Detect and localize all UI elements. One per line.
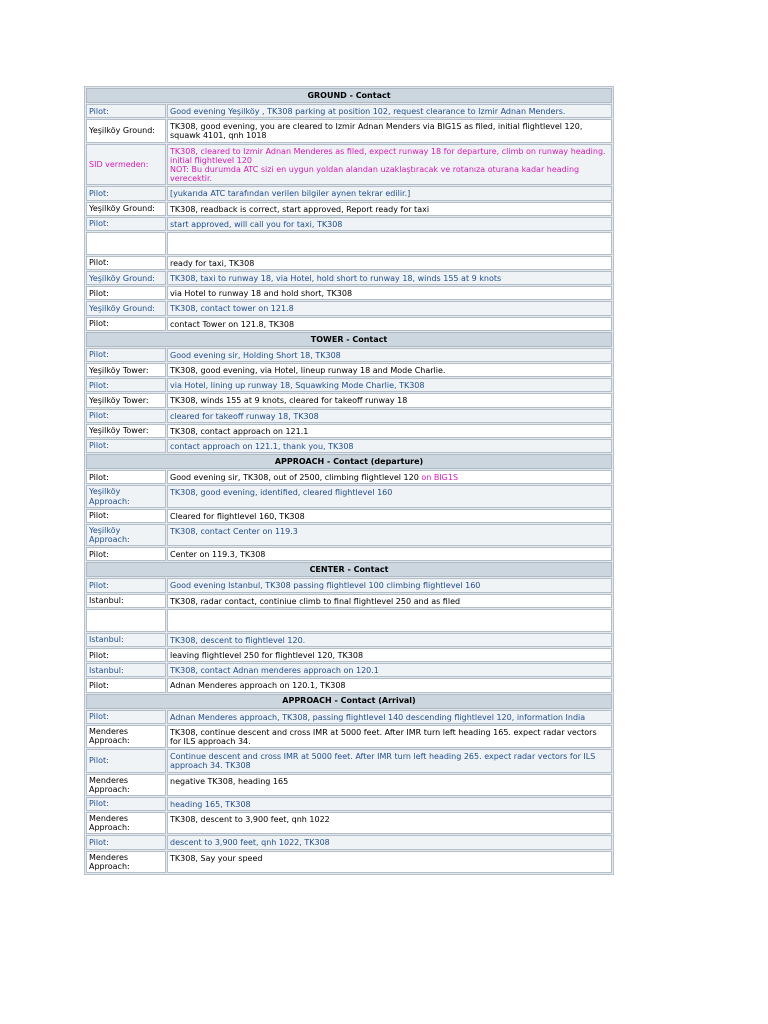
dialogue-row bbox=[86, 547, 612, 561]
speaker-cell: Menderes Approach: bbox=[86, 774, 166, 796]
message-cell: ready for taxi, TK308 bbox=[167, 256, 612, 270]
dialogue-row bbox=[86, 393, 612, 407]
dialogue-row bbox=[86, 317, 612, 331]
speaker-cell: Pilot: bbox=[86, 749, 166, 772]
speaker-cell: Menderes Approach: bbox=[86, 812, 166, 834]
message-cell: TK308, contact Adnan menderes approach on 120.1 bbox=[167, 663, 612, 677]
dialogue-row bbox=[86, 424, 612, 438]
section-header-row bbox=[86, 332, 612, 347]
speaker-cell: Istanbul: bbox=[86, 663, 166, 677]
speaker-cell: Menderes Approach: bbox=[86, 851, 166, 873]
blank-message-cell bbox=[167, 609, 612, 632]
speaker-cell: Pilot: bbox=[86, 547, 166, 561]
dialogue-row bbox=[86, 256, 612, 270]
message-text: Good evening sir, TK308, out of 2500, climbing flightlevel 120 bbox=[170, 473, 422, 483]
message-cell: contact approach on 121.1, thank you, TK308 bbox=[167, 439, 612, 453]
dialogue-row bbox=[86, 509, 612, 523]
dialogue-row bbox=[86, 797, 612, 811]
dialogue-row bbox=[86, 835, 612, 849]
speaker-cell: Pilot: bbox=[86, 835, 166, 849]
speaker-cell: Pilot: bbox=[86, 797, 166, 811]
message-cell: start approved, will call you for taxi, TK308 bbox=[167, 217, 612, 231]
speaker-cell: Yeşilköy Ground: bbox=[86, 202, 166, 216]
section-title: GROUND - Contact bbox=[86, 88, 612, 103]
dialogue-row bbox=[86, 774, 612, 796]
message-cell: leaving flightlevel 250 for flightlevel 120, TK308 bbox=[167, 648, 612, 662]
section-title: APPROACH - Contact (departure) bbox=[86, 454, 612, 469]
section-header-row bbox=[86, 694, 612, 709]
speaker-cell: Yeşilköy Ground: bbox=[86, 301, 166, 315]
speaker-cell: Pilot: bbox=[86, 348, 166, 362]
section-title: CENTER - Contact bbox=[86, 562, 612, 577]
message-cell: TK308, good evening, via Hotel, lineup runway 18 and Mode Charlie. bbox=[167, 363, 612, 377]
speaker-cell: Pilot: bbox=[86, 509, 166, 523]
atc-phraseology-table bbox=[84, 86, 614, 875]
speaker-cell: Pilot: bbox=[86, 409, 166, 423]
speaker-cell: Pilot: bbox=[86, 286, 166, 300]
section-header-row bbox=[86, 454, 612, 469]
message-cell bbox=[167, 144, 612, 186]
speaker-cell: Yeşilköy Tower: bbox=[86, 363, 166, 377]
dialogue-row bbox=[86, 271, 612, 285]
speaker-cell: Pilot: bbox=[86, 256, 166, 270]
dialogue-row bbox=[86, 648, 612, 662]
message-cell: Continue descent and cross IMR at 5000 feet. After IMR turn left heading 265. expect radar vectors for ILS approach 34. TK308 bbox=[167, 749, 612, 772]
dialogue-row bbox=[86, 217, 612, 231]
speaker-cell: Pilot: bbox=[86, 378, 166, 392]
message-cell: TK308, contact Center on 119.3 bbox=[167, 524, 612, 546]
message-cell: Adnan Menderes approach on 120.1, TK308 bbox=[167, 678, 612, 692]
section-title: TOWER - Contact bbox=[86, 332, 612, 347]
dialogue-row bbox=[86, 286, 612, 300]
section-header-row bbox=[86, 88, 612, 103]
blank-message-cell bbox=[167, 232, 612, 255]
speaker-cell: Yeşilköy Approach: bbox=[86, 524, 166, 546]
section-header-row bbox=[86, 562, 612, 577]
speaker-cell: Pilot: bbox=[86, 648, 166, 662]
message-cell: TK308, good evening, identified, cleared flightlevel 160 bbox=[167, 485, 612, 507]
dialogue-row bbox=[86, 409, 612, 423]
message-cell: TK308, descent to 3,900 feet, qnh 1022 bbox=[167, 812, 612, 834]
message-cell: TK308, readback is correct, start approved, Report ready for taxi bbox=[167, 202, 612, 216]
speaker-cell: Istanbul: bbox=[86, 594, 166, 608]
message-cell: contact Tower on 121.8, TK308 bbox=[167, 317, 612, 331]
message-cell: TK308, Say your speed bbox=[167, 851, 612, 873]
dialogue-row bbox=[86, 378, 612, 392]
dialogue-row bbox=[86, 439, 612, 453]
dialogue-row bbox=[86, 812, 612, 834]
dialogue-row bbox=[86, 202, 612, 216]
dialogue-row bbox=[86, 301, 612, 315]
message-cell: TK308, contact approach on 121.1 bbox=[167, 424, 612, 438]
message-cell: heading 165, TK308 bbox=[167, 797, 612, 811]
message-cell bbox=[167, 470, 612, 484]
speaker-cell: Pilot: bbox=[86, 470, 166, 484]
message-note: NOT: Bu durumda ATC sizi en uygun yoldan alandan uzaklaştıracak ve rotanıza oturana kadar heading verecektir. bbox=[170, 164, 580, 184]
speaker-cell: Menderes Approach: bbox=[86, 725, 166, 748]
dialogue-row bbox=[86, 485, 612, 507]
message-cell: TK308, radar contact, continiue climb to final flightlevel 250 and as filed bbox=[167, 594, 612, 608]
message-cell: Good evening Istanbul, TK308 passing flightlevel 100 climbing flightlevel 160 bbox=[167, 578, 612, 592]
message-cell: via Hotel to runway 18 and hold short, TK308 bbox=[167, 286, 612, 300]
speaker-cell: Pilot: bbox=[86, 104, 166, 118]
blank-speaker-cell bbox=[86, 609, 166, 632]
message-cell: TK308, contact tower on 121.8 bbox=[167, 301, 612, 315]
speaker-cell: Yeşilköy Approach: bbox=[86, 485, 166, 507]
message-cell: negative TK308, heading 165 bbox=[167, 774, 612, 796]
speaker-cell: Pilot: bbox=[86, 317, 166, 331]
dialogue-row bbox=[86, 186, 612, 200]
message-cell: via Hotel, lining up runway 18, Squawking Mode Charlie, TK308 bbox=[167, 378, 612, 392]
dialogue-row bbox=[86, 851, 612, 873]
message-cell: Good evening Yeşilköy , TK308 parking at position 102, request clearance to Izmir Adnan Menders. bbox=[167, 104, 612, 118]
message-cell: TK308, winds 155 at 9 knots, cleared for takeoff runway 18 bbox=[167, 393, 612, 407]
message-cell: Cleared for flightlevel 160, TK308 bbox=[167, 509, 612, 523]
message-cell: Center on 119.3, TK308 bbox=[167, 547, 612, 561]
speaker-cell: Pilot: bbox=[86, 710, 166, 724]
dialogue-row bbox=[86, 725, 612, 748]
message-cell: TK308, descent to flightlevel 120. bbox=[167, 633, 612, 647]
speaker-cell: Pilot: bbox=[86, 678, 166, 692]
message-cell: TK308, taxi to runway 18, via Hotel, hold short to runway 18, winds 155 at 9 knots bbox=[167, 271, 612, 285]
speaker-cell: Pilot: bbox=[86, 439, 166, 453]
blank-speaker-cell bbox=[86, 232, 166, 255]
speaker-cell: Pilot: bbox=[86, 186, 166, 200]
speaker-cell: Yeşilköy Tower: bbox=[86, 393, 166, 407]
dialogue-row bbox=[86, 663, 612, 677]
blank-row bbox=[86, 609, 612, 632]
dialogue-row bbox=[86, 578, 612, 592]
speaker-cell: SID vermeden: bbox=[86, 144, 166, 186]
dialogue-row bbox=[86, 633, 612, 647]
message-text: TK308, cleared to Izmir Adnan Menderes as filed, expect runway 18 for departure, climb on runway heading. initial flightlevel 120 bbox=[170, 146, 606, 165]
dialogue-row bbox=[86, 524, 612, 546]
speaker-cell: Istanbul: bbox=[86, 633, 166, 647]
message-cell: [yukarıda ATC tarafından verilen bilgiler aynen tekrar edilir.] bbox=[167, 186, 612, 200]
section-title: APPROACH - Contact (Arrival) bbox=[86, 694, 612, 709]
dialogue-row bbox=[86, 144, 612, 186]
message-cell: descent to 3,900 feet, qnh 1022, TK308 bbox=[167, 835, 612, 849]
message-cell: TK308, continue descent and cross IMR at 5000 feet. After IMR turn left heading 165. expect radar vectors for ILS approach 34. bbox=[167, 725, 612, 748]
dialogue-row bbox=[86, 678, 612, 692]
speaker-cell: Yeşilköy Ground: bbox=[86, 271, 166, 285]
speaker-cell: Pilot: bbox=[86, 217, 166, 231]
dialogue-row bbox=[86, 104, 612, 118]
blank-row bbox=[86, 232, 612, 255]
dialogue-row bbox=[86, 594, 612, 608]
message-cell: cleared for takeoff runway 18, TK308 bbox=[167, 409, 612, 423]
message-cell: Good evening sir, Holding Short 18, TK308 bbox=[167, 348, 612, 362]
dialogue-row bbox=[86, 710, 612, 724]
dialogue-row bbox=[86, 470, 612, 484]
dialogue-row bbox=[86, 348, 612, 362]
message-cell: TK308, good evening, you are cleared to Izmir Adnan Menders via BIG1S as filed, initial flightlevel 120, squawk 4101, qnh 1018 bbox=[167, 119, 612, 142]
speaker-cell: Pilot: bbox=[86, 578, 166, 592]
message-highlight: on BIG1S bbox=[421, 473, 459, 483]
dialogue-row bbox=[86, 363, 612, 377]
speaker-cell: Yeşilköy Ground: bbox=[86, 119, 166, 142]
message-cell: Adnan Menderes approach, TK308, passing flightlevel 140 descending flightlevel 120, information India bbox=[167, 710, 612, 724]
dialogue-row bbox=[86, 119, 612, 142]
speaker-cell: Yeşilköy Tower: bbox=[86, 424, 166, 438]
dialogue-row bbox=[86, 749, 612, 772]
